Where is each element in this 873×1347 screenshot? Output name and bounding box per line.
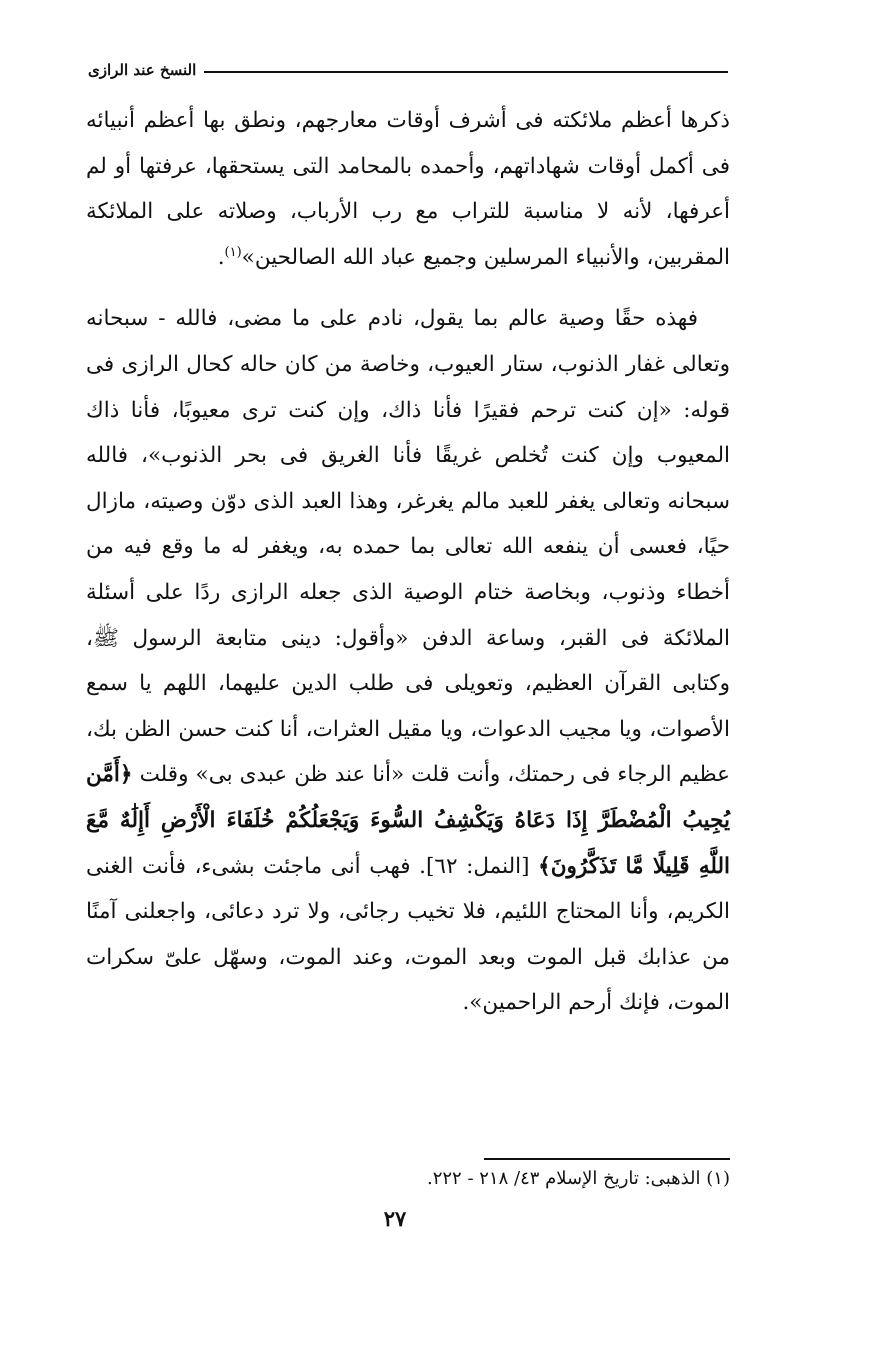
footnote-rule bbox=[484, 1158, 730, 1160]
page-number: ٢٧ bbox=[383, 1206, 407, 1231]
footnote: (١) الذهبى: تاريخ الإسلام ٤٣/ ٢١٨ - ٢٢٢. bbox=[426, 1168, 730, 1189]
paragraph-2-continuation: [النمل: ٦٢]. فهب أنى ماجئت بشىء، فأنت الغنى الكريم، وأنا المحتاج اللئيم، فلا تخيب رجائى، ولا ترد دعائى، واجعلنى آمنًا من عذابك قبل الموت وبعد الموت، وعند الموت، وسهّل علىّ سكرات الموت، فإنك أرحم الراحمين». bbox=[86, 853, 730, 1016]
paragraph-2-text: فهذه حقًا وصية عالم بما يقول، نادم على ما مضى، فالله - سبحانه وتعالى غفار الذنوب، ستار العيوب، وخاصة من كان حاله كحال الرازى فى قوله: «إن كنت ترحم فقيرًا فأنا ذاك، وإن كنت ترى معيوبًا، فأنا ذاك المعيوب وإن كنت تُخلص غريقًا فأنا الغريق فى بحر الذنوب»، فالله سبحانه وتعالى يغفر للعبد مالم يغرغر، وهذا العبد الذى دوّن وصيته، مازال حيًا، فعسى أن ينفعه الله تعالى بما حمده به، ويغفر له ما وقع فيه من أخطاء وذنوب، وبخاصة ختام الوصية الذى جعله الرازى ردًا على أسئلة الملائكة فى القبر، وساعة الدفن «وأقول: دينى متابعة الرسول ﷺ، وكتابى القرآن العظيم، وتعويلى فى طلب الدين عليهما، اللهم يا سمع الأصوات، ويا مجيب الدعوات، ويا مقيل العثرات، أنا كنت حسن الظن بك، عظيم الرجاء فى رحمتك، وأنت قلت «أنا عند ظن عبدى بى» وقلت bbox=[86, 306, 730, 788]
paragraph-1-end: . bbox=[217, 244, 225, 270]
quran-verse: ﴿أَمَّن يُجِيبُ الْمُضْطَرَّ إِذَا دَعَاهُ وَيَكْشِفُ السُّوءَ وَيَجْعَلُكُمْ خُلَفَاءَ الْأَرْضِ أَإِلَٰهٌ مَّعَ اللَّهِ قَلِيلًا مَّا تَذَكَّرُونَ﴾ bbox=[86, 762, 730, 879]
paragraph-1 bbox=[86, 98, 730, 280]
paragraph-1-text: ذكرها أعظم ملائكته فى أشرف أوقات معارجهم، ونطق بها أعظم أنبيائه فى أكمل أوقات شهاداتهم، وأحمده بالمحامد التى يستحقها، عرفتها أو لم أعرفها، لأنه لا مناسبة للتراب مع رب الأرباب، وصلاته على الملائكة المقربين، والأنبياء المرسلين وجميع عباد الله الصالحين» bbox=[86, 108, 730, 270]
main-text bbox=[86, 98, 730, 1026]
running-title: النسخ عند الرازى bbox=[88, 61, 197, 79]
footnote-reference: (١) bbox=[224, 244, 242, 260]
running-header bbox=[88, 58, 728, 82]
header-rule bbox=[204, 71, 728, 73]
paragraph-2 bbox=[86, 296, 730, 1026]
